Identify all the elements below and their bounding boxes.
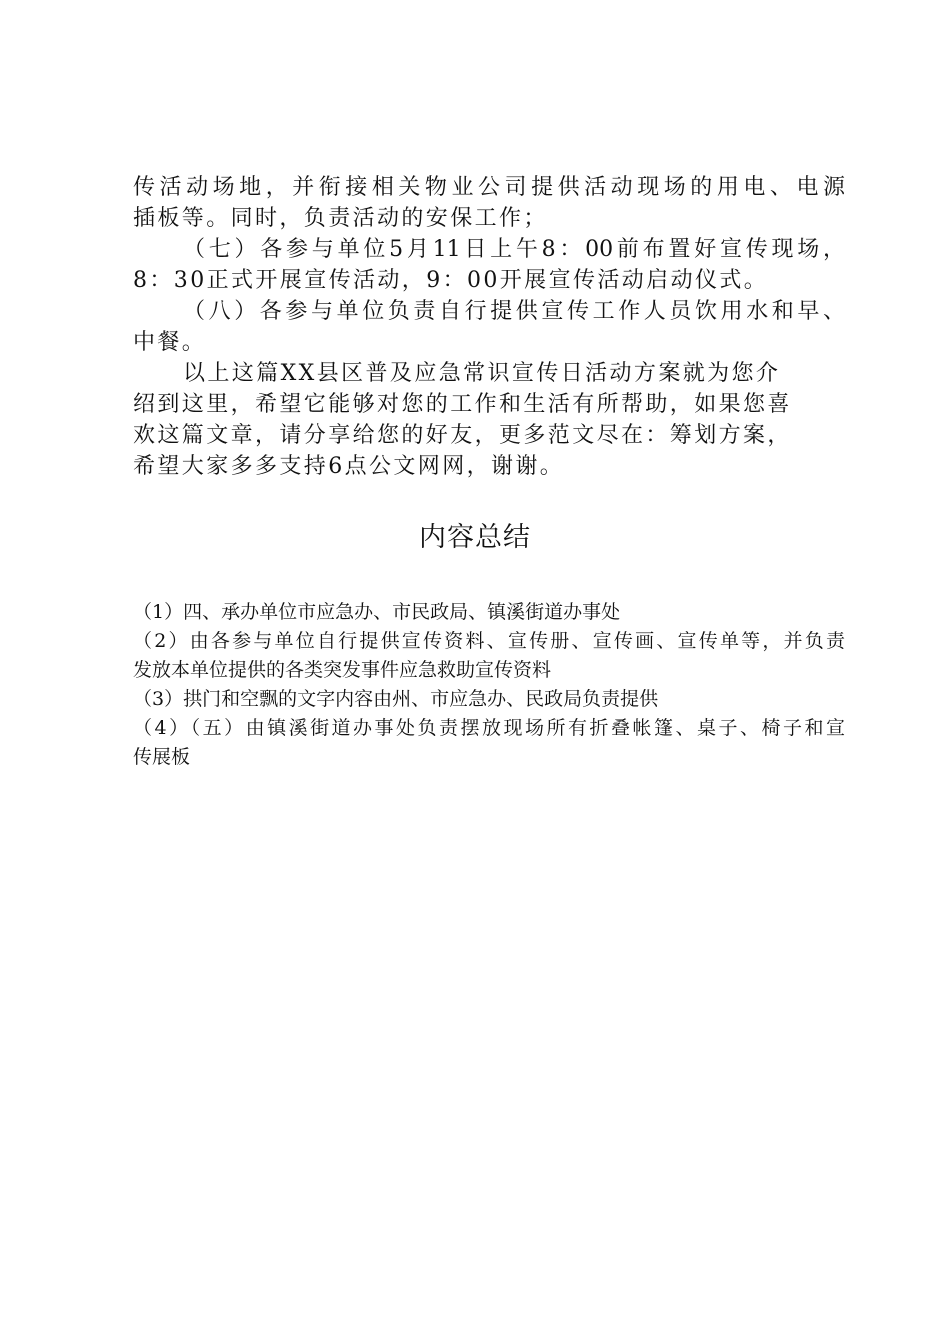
summary-line: （4）（五）由镇溪街道办事处负责摆放现场所有折叠帐篷、桌子、椅子和宣 <box>133 717 845 739</box>
body-line: 8：30正式开展宣传活动，9：00开展宣传活动启动仪式。 <box>133 268 769 293</box>
body-line: 绍到这里，希望它能够对您的工作和生活有所帮助，如果您喜 <box>133 392 792 417</box>
body-text <box>133 172 845 482</box>
body-line: 以上这篇XX县区普及应急常识宣传日活动方案就为您介 <box>183 361 781 386</box>
summary-line: （1）四、承办单位市应急办、市民政局、镇溪街道办事处 <box>133 601 621 623</box>
summary-line: （3）拱门和空飘的文字内容由州、市应急办、民政局负责提供 <box>133 688 659 710</box>
summary-title: 内容总结 <box>419 522 531 553</box>
summary-line: 传展板 <box>133 746 191 768</box>
summary-line: 发放本单位提供的各类突发事件应急救助宣传资料 <box>133 659 552 681</box>
summary-list <box>133 598 845 772</box>
body-line: 欢这篇文章，请分享给您的好友，更多范文尽在：筹划方案， <box>133 423 792 448</box>
summary-line: （2）由各参与单位自行提供宣传资料、宣传册、宣传画、宣传单等，并负责 <box>133 630 845 652</box>
body-line: （七）各参与单位5月11日上午8：00前布置好宣传现场， <box>183 237 845 262</box>
body-line: （八）各参与单位负责自行提供宣传工作人员饮用水和早、 <box>183 299 845 324</box>
body-line: 中餐。 <box>133 330 207 355</box>
body-line: 希望大家多多支持6点公文网网，谢谢。 <box>133 454 565 479</box>
body-line: 插板等。同时，负责活动的安保工作； <box>133 206 548 231</box>
body-line: 传活动场地，并衔接相关物业公司提供活动现场的用电、电源 <box>133 175 845 200</box>
